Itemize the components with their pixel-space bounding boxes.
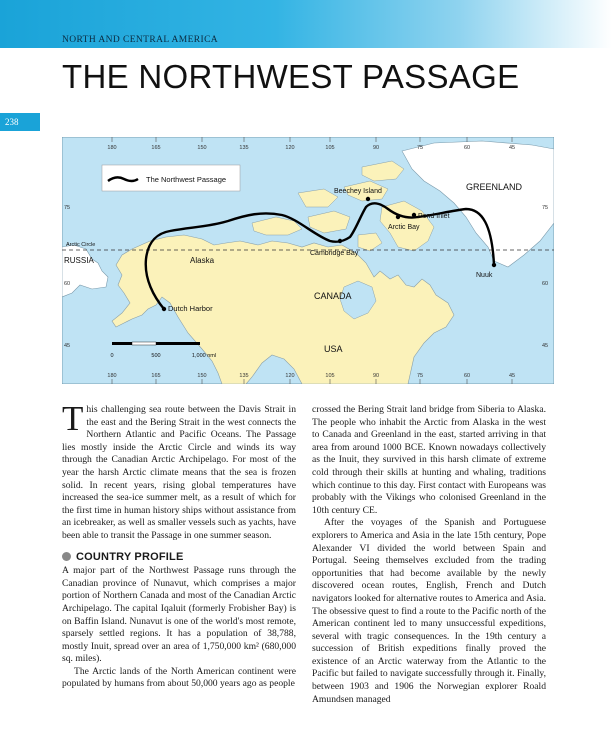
longitude-label: 45 [508,145,516,151]
history-paragraph: crossed the Bering Strait land bridge from Siberia to Alaska. The people who inhabit the Arctic from Alaska in the west to Canada and Greenland in the east, started arriving in that area from around 1000 BCE. Known nowadays collectively as the Inuit, they survived in this harsh climate of extreme cold through their skills at hunting and whaling, traditions which continue to this day. First contact with Europeans was probably with the Vikings who colonised Greenland in the 10th century CE. [312,404,546,516]
drop-cap: T [62,399,84,438]
section-label: NORTH AND CENTRAL AMERICA [62,35,219,45]
longitude-label: 105 [325,145,335,151]
cambridge-bay-label: Cambridge Bay [310,250,359,257]
article-column-right [312,404,546,706]
scale-bar-segment [132,342,156,345]
legend-label: The Northwest Passage [146,175,227,184]
arctic-circle-label: Arctic Circle [66,242,96,248]
nuuk-label: Nuuk [476,272,493,279]
country-profile-heading [62,551,296,564]
longitude-label: 75 [416,145,424,151]
longitude-label: 135 [239,373,249,379]
longitude-label: 165 [151,145,161,151]
longitude-label: 150 [197,145,207,151]
history-paragraph: After the voyages of the Spanish and Portuguese explorers to America and Asia in the late 15th century, Pope Alexander VI divided the world between Spain and Portugal. Seeing themselves excluded from the trading opportunities that had become available by the newly discovered ocean routes, English, French and Dutch navigators looked for alternative routes to America and Asia. The obsessive quest to find a route to the Pacific north of the American continent led to many unsuccessful expeditions, several with tragic consequences. In the 19th century a succession of British expeditions finally proved the existence of an Arctic waterway from the Atlantic to the Pacific but failed to navigate successfully through it. Finally, between 1903 and 1906 the Norwegian explorer Roald Amundsen managed [312,517,546,705]
profile-paragraph: The Arctic lands of the North American continent were populated by humans from about 50,000 years ago as people [62,665,296,690]
canada-label: CANADA [314,291,352,301]
usa-label: USA [324,344,343,354]
russia-label: RUSSIA [64,256,94,265]
longitude-label: 60 [463,145,471,151]
longitude-label: 135 [239,145,249,151]
latitude-label: 45 [64,343,71,349]
bullet-icon [62,552,71,561]
latitude-label: 75 [542,205,549,211]
latitude-label: 60 [542,281,549,287]
scale-label: 1,000 nml [191,353,217,359]
longitude-label: 75 [416,373,424,379]
northwest-passage-map [62,137,554,384]
arctic-bay-label: Arctic Bay [388,224,420,231]
longitude-label: 60 [463,373,471,379]
longitude-label: 120 [285,145,295,151]
country-profile-heading-text: COUNTRY PROFILE [76,550,184,563]
pond-inlet-label: Pond Inlet [418,213,450,220]
longitude-label: 150 [197,373,207,379]
longitude-label: 180 [107,145,117,151]
greenland-label: GREENLAND [466,182,523,192]
longitude-label: 165 [151,373,161,379]
article-column-left [62,399,296,691]
beechey-island-label: Beechey Island [334,188,382,195]
intro-paragraph [62,399,296,543]
longitude-label: 45 [508,373,516,379]
intro-text: his challenging sea route between the Davis Strait in the east and the Bering Strait in the west connects the Northern Atlantic and Pacific Oceans. The Passage lies mostly inside the Arctic Circle and winds its way through the Canadian Arctic Archipelago. For most of the year the harsh Arctic climate means that the sea is frozen solid. In recent years, rising global temperatures have increased the sea-ice summer melt, as a result of which for the first time in human history ships without assistance from an icebreaker, as well as smaller vessels such as yachts, have been able to transit the Passage in one summer season. [62,404,296,541]
longitude-label: 180 [107,373,117,379]
map-svg [62,137,554,384]
latitude-label: 60 [64,281,71,287]
profile-paragraph: A major part of the Northwest Passage runs through the Canadian province of Nunavut, which comprises a major portion of Northern Canada and most of the Canadian Arctic Archipelago. The capital Iqaluit (formerly Frobisher Bay) is on Baffin Island. Nunavut is one of the world's most remote, sparsely settled regions. It has a population of 38,788, mostly Inuit, spread over an area of 1,750,000 km² (680,000 sq. miles). [62,565,296,665]
alaska-label: Alaska [190,256,215,265]
scale-label: 500 [151,353,161,359]
latitude-label: 75 [64,205,71,211]
page-title: THE NORTHWEST PASSAGE [62,58,520,95]
latitude-label: 45 [542,343,549,349]
page-number: 238 [0,113,40,131]
longitude-label: 90 [372,373,380,379]
dutch-harbor-label: Dutch Harbor [168,304,213,313]
longitude-label: 105 [325,373,335,379]
longitude-label: 120 [285,373,295,379]
scale-label: 0 [110,353,114,359]
longitude-label: 90 [372,145,380,151]
